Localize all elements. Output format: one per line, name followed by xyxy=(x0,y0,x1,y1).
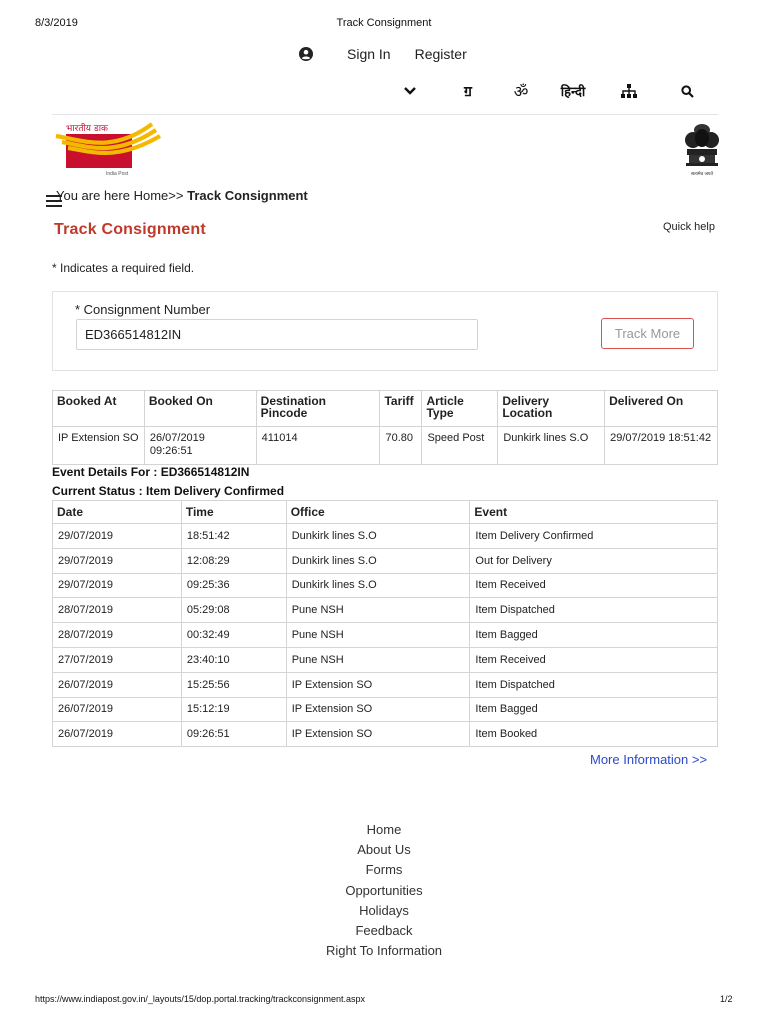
event-office: IP Extension SO xyxy=(286,697,470,722)
event-date: 29/07/2019 xyxy=(53,524,182,549)
summary-destination-pincode: 411014 xyxy=(256,427,380,465)
accessibility-icon[interactable]: ॐ xyxy=(513,84,529,101)
national-emblem xyxy=(680,122,724,178)
svg-text:सत्यमेव जयते: सत्यमेव जयते xyxy=(690,172,714,177)
event-description: Item Dispatched xyxy=(470,672,718,697)
current-status-heading: Current Status : Item Delivery Confirmed xyxy=(52,484,285,498)
event-description: Item Delivery Confirmed xyxy=(470,524,718,549)
hindi-language-link[interactable]: हिन्दी xyxy=(560,84,586,99)
print-page-number: 1/2 xyxy=(720,994,733,1004)
print-date: 8/3/2019 xyxy=(35,17,78,29)
page-title: Track Consignment xyxy=(54,221,206,238)
event-office: Pune NSH xyxy=(286,598,470,623)
event-date: 29/07/2019 xyxy=(53,548,182,573)
event-time: 23:40:10 xyxy=(181,647,286,672)
events-header-time: Time xyxy=(181,501,286,524)
events-header-event: Event xyxy=(470,501,718,524)
event-details-table xyxy=(52,500,718,747)
summary-delivered-on: 29/07/2019 18:51:42 xyxy=(605,427,718,465)
event-date: 26/07/2019 xyxy=(53,697,182,722)
summary-booked-at: IP Extension SO xyxy=(53,427,145,465)
svg-text:भारतीय डाक: भारतीय डाक xyxy=(66,124,108,134)
event-time: 15:25:56 xyxy=(181,672,286,697)
sitemap-icon[interactable] xyxy=(620,80,638,102)
india-post-logo[interactable] xyxy=(52,120,162,176)
event-time: 00:32:49 xyxy=(181,623,286,648)
events-header-office: Office xyxy=(286,501,470,524)
event-time: 09:25:36 xyxy=(181,573,286,598)
user-icon[interactable] xyxy=(299,47,313,61)
event-description: Item Bagged xyxy=(470,697,718,722)
required-field-note: * Indicates a required field. xyxy=(52,261,195,275)
header-divider xyxy=(52,114,718,115)
footer-link-opportunities[interactable]: Opportunities xyxy=(345,882,423,898)
summary-header-booked-at: Booked At xyxy=(53,391,145,427)
summary-article-type: Speed Post xyxy=(422,427,498,465)
table-row xyxy=(53,524,718,549)
toolbar xyxy=(0,80,768,102)
sign-in-link[interactable]: Sign In xyxy=(347,46,391,62)
print-header xyxy=(0,17,768,31)
event-description: Item Received xyxy=(470,573,718,598)
quick-help-link[interactable]: Quick help xyxy=(663,221,715,233)
search-icon[interactable] xyxy=(678,80,696,102)
event-description: Out for Delivery xyxy=(470,548,718,573)
events-header-row xyxy=(53,501,718,524)
breadcrumb-current: Track Consignment xyxy=(187,188,308,203)
breadcrumb-home-link[interactable]: Home>> xyxy=(133,188,184,203)
table-row xyxy=(53,672,718,697)
footer-link-about-us[interactable]: About Us xyxy=(357,842,411,858)
event-date: 28/07/2019 xyxy=(53,598,182,623)
breadcrumb xyxy=(56,188,308,203)
more-information-link[interactable]: More Information >> xyxy=(590,752,708,767)
consignment-number-input[interactable] xyxy=(76,319,478,350)
table-row xyxy=(53,573,718,598)
summary-header-delivery-location: Delivery Location xyxy=(498,391,605,427)
summary-header-row xyxy=(53,391,718,427)
event-details-heading: Event Details For : ED366514812IN xyxy=(52,465,250,479)
summary-delivery-location: Dunkirk lines S.O xyxy=(498,427,605,465)
table-row xyxy=(53,623,718,648)
summary-header-booked-on: Booked On xyxy=(144,391,256,427)
summary-header-delivered-on: Delivered On xyxy=(605,391,718,427)
footer-link-forms[interactable]: Forms xyxy=(365,862,403,878)
event-date: 26/07/2019 xyxy=(53,722,182,747)
chevron-down-icon[interactable] xyxy=(401,80,419,102)
event-description: Item Bagged xyxy=(470,623,718,648)
event-description: Item Received xyxy=(470,647,718,672)
event-office: Dunkirk lines S.O xyxy=(286,524,470,549)
summary-row xyxy=(53,427,718,465)
consignment-form xyxy=(52,291,718,371)
event-date: 29/07/2019 xyxy=(53,573,182,598)
events-header-date: Date xyxy=(53,501,182,524)
event-office: IP Extension SO xyxy=(286,672,470,697)
footer-link-home[interactable]: Home xyxy=(366,822,402,837)
table-row xyxy=(53,722,718,747)
consignment-summary-table xyxy=(52,390,718,465)
summary-tariff: 70.80 xyxy=(380,427,422,465)
track-more-button[interactable]: Track More xyxy=(601,318,694,349)
footer-nav xyxy=(0,820,768,961)
footer-link-feedback[interactable]: Feedback xyxy=(355,922,413,938)
event-office: Dunkirk lines S.O xyxy=(286,573,470,598)
event-date: 28/07/2019 xyxy=(53,623,182,648)
event-date: 27/07/2019 xyxy=(53,647,182,672)
print-url: https://www.indiapost.gov.in/_layouts/15/dop.portal.tracking/trackconsignment.aspx xyxy=(35,994,366,1004)
summary-booked-on: 26/07/2019 09:26:51 xyxy=(144,427,256,465)
svg-text:India Post: India Post xyxy=(106,171,129,176)
event-date: 26/07/2019 xyxy=(53,672,182,697)
table-row xyxy=(53,548,718,573)
account-bar xyxy=(299,44,467,64)
event-office: Dunkirk lines S.O xyxy=(286,548,470,573)
event-office: Pune NSH xyxy=(286,623,470,648)
text-size-icon[interactable]: ॻ xyxy=(464,82,472,99)
event-time: 05:29:08 xyxy=(181,598,286,623)
table-row xyxy=(53,598,718,623)
summary-header-tariff: Tariff xyxy=(380,391,422,427)
event-time: 18:51:42 xyxy=(181,524,286,549)
event-description: Item Booked xyxy=(470,722,718,747)
event-office: Pune NSH xyxy=(286,647,470,672)
event-time: 09:26:51 xyxy=(181,722,286,747)
footer-link-holidays[interactable]: Holidays xyxy=(359,902,409,918)
summary-header-article-type: Article Type xyxy=(422,391,498,427)
event-time: 15:12:19 xyxy=(181,697,286,722)
consignment-number-label: * Consignment Number xyxy=(75,302,211,317)
event-description: Item Dispatched xyxy=(470,598,718,623)
event-office: IP Extension SO xyxy=(286,722,470,747)
event-time: 12:08:29 xyxy=(181,548,286,573)
print-title: Track Consignment xyxy=(336,17,432,29)
table-row xyxy=(53,647,718,672)
summary-header-destination-pincode: Destination Pincode xyxy=(256,391,380,427)
breadcrumb-prefix: You are here xyxy=(56,188,130,203)
register-link[interactable]: Register xyxy=(414,46,467,62)
footer-link-right-to-information[interactable]: Right To Information xyxy=(325,943,443,959)
table-row xyxy=(53,697,718,722)
